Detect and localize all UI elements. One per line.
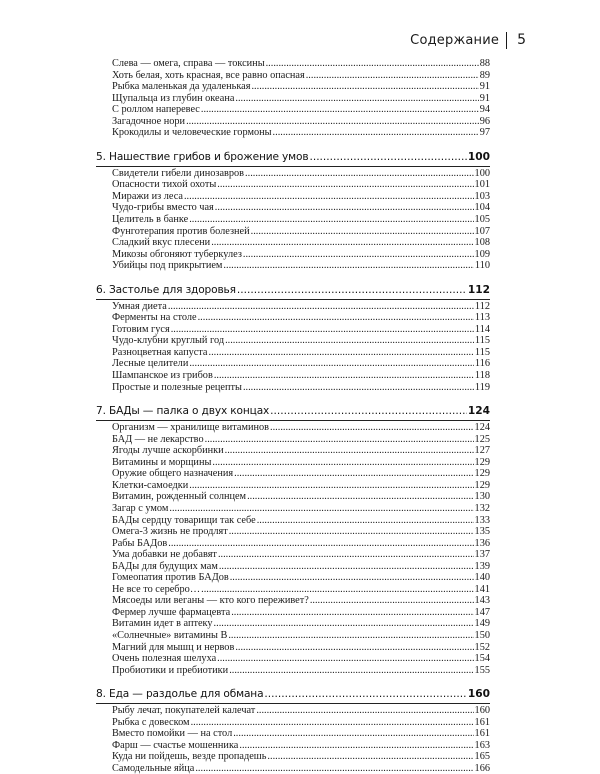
toc-entry-title: «Солнечные» витамины В <box>112 629 228 641</box>
toc-entry-page: 116 <box>474 358 490 370</box>
dot-leader <box>212 457 473 468</box>
toc-entry-page: 130 <box>474 491 490 503</box>
toc-entry-title: Целитель в банке <box>112 214 189 226</box>
toc-entry <box>96 653 490 665</box>
toc-entry-page: 115 <box>474 346 490 358</box>
dot-leader <box>209 347 474 358</box>
dot-leader <box>234 468 473 479</box>
toc-entry <box>96 572 490 584</box>
toc-entry <box>96 127 490 139</box>
dot-leader <box>247 491 473 502</box>
dot-leader <box>189 480 473 491</box>
toc-entry <box>96 58 490 70</box>
toc-entry-title: Чудо-клубни круглый год <box>112 335 225 347</box>
dot-leader <box>219 561 474 572</box>
toc-entry-page: 91 <box>479 92 490 104</box>
toc-entry-page: 133 <box>474 514 490 526</box>
toc-entry-page: 107 <box>474 225 490 237</box>
toc-entry-title: Сладкий вкус плесени <box>112 237 211 249</box>
toc-entry-title: Опасности тихой охоты <box>112 179 217 191</box>
dot-leader <box>270 422 474 433</box>
dot-leader <box>217 653 473 664</box>
toc-entry-title: Витамин, рожденный солнцем <box>112 491 247 503</box>
page-number: 5 <box>517 32 526 48</box>
toc-entry-title: 7. БАДы — палка о двух концах <box>96 405 270 418</box>
dot-leader <box>201 584 473 595</box>
dot-leader <box>189 214 473 225</box>
toc-entry-page: 129 <box>474 468 490 480</box>
toc-entry <box>96 584 490 596</box>
toc-entry <box>96 116 490 128</box>
toc-entry-title: Организм — хранилище витаминов <box>112 422 270 434</box>
toc-entry-page: 154 <box>474 653 490 665</box>
toc-entry-title: Витамины и морщины <box>112 456 212 468</box>
toc-entry <box>96 468 490 480</box>
toc-entry <box>96 491 490 503</box>
dot-leader <box>309 151 466 163</box>
toc-entry <box>96 630 490 642</box>
toc-entry-page: 129 <box>474 456 490 468</box>
toc-entry-page: 155 <box>474 664 490 676</box>
toc-entry-page: 119 <box>474 381 490 393</box>
toc-entry-title: Оружие общего назначения <box>112 468 234 480</box>
toc-entry-page: 152 <box>474 641 490 653</box>
toc-entry-page: 165 <box>474 751 490 763</box>
dot-leader <box>270 405 467 417</box>
dot-leader <box>251 226 474 237</box>
dot-leader <box>273 127 479 138</box>
toc-entry <box>96 301 490 313</box>
toc-entry-page: 100 <box>474 167 490 179</box>
dot-leader <box>169 503 473 514</box>
dot-leader <box>235 642 473 653</box>
dot-leader <box>229 665 473 676</box>
toc-entry-title: Слева — омега, справа — токсины <box>112 58 265 69</box>
toc-entry-page: 140 <box>474 572 490 584</box>
running-header <box>410 30 526 50</box>
toc-entry <box>96 445 490 457</box>
toc-entry-page: 114 <box>474 323 490 335</box>
toc-entry-title: Хоть белая, хоть красная, все равно опасная <box>112 69 305 81</box>
toc-entry-title: Свидетели гибели динозавров <box>112 167 245 179</box>
dot-leader <box>267 751 473 762</box>
toc-entry-title: Очень полезная шелуха <box>112 653 217 665</box>
toc-entry-page: 166 <box>474 762 490 774</box>
toc-entry-page: 125 <box>474 433 490 445</box>
dot-leader <box>201 104 479 115</box>
toc-chapter-heading <box>96 284 490 300</box>
toc-entry-title: Рыбу лечат, покупателей калечат <box>112 705 256 717</box>
dot-leader <box>243 382 474 393</box>
toc-entry <box>96 595 490 607</box>
toc-entry-page: 89 <box>479 69 490 81</box>
dot-leader <box>237 284 467 296</box>
toc-entry-page: 97 <box>479 127 490 139</box>
toc-entry <box>96 324 490 336</box>
toc-entry <box>96 226 490 238</box>
toc-entry <box>96 179 490 191</box>
toc-entry-page: 115 <box>474 335 490 347</box>
toc-entry <box>96 168 490 180</box>
dot-leader <box>225 335 474 346</box>
toc-entry-title: Шампанское из грибов <box>112 370 213 382</box>
toc-entry <box>96 312 490 324</box>
dot-leader <box>264 688 466 700</box>
toc-entry-title: Фунготерапия против болезней <box>112 225 250 237</box>
toc-entry <box>96 751 490 763</box>
toc-entry-page: 104 <box>474 202 490 214</box>
toc-entry <box>96 214 490 226</box>
toc-entry <box>96 665 490 677</box>
toc-entry-page: 100 <box>467 150 490 163</box>
dot-leader <box>211 237 473 248</box>
toc-entry <box>96 93 490 105</box>
dot-leader <box>189 358 474 369</box>
toc-entry <box>96 728 490 740</box>
toc-entry-title: БАДы для будущих мам <box>112 560 218 572</box>
toc-entry-title: БАД — не лекарство <box>112 433 204 445</box>
toc-entry-title: Ягоды лучше аскорбинки <box>112 445 224 457</box>
toc-entry-page: 110 <box>474 260 490 272</box>
toc-entry-title: С роллом наперевес <box>112 104 200 116</box>
toc-entry-page: 103 <box>474 190 490 202</box>
toc-entry-page: 91 <box>479 81 490 93</box>
toc-entry-title: Убийцы под прикрытием <box>112 260 223 272</box>
toc-entry-page: 132 <box>474 502 490 514</box>
dot-leader <box>229 526 474 537</box>
toc-entry-title: Гомеопатия против БАДов <box>112 572 229 584</box>
dot-leader <box>257 515 474 526</box>
toc-entry-title: Загар с умом <box>112 502 169 514</box>
toc-entry-title: Простые и полезные рецепты <box>112 381 242 393</box>
toc-entry-title: Миражи из леса <box>112 190 183 202</box>
toc-entry <box>96 81 490 93</box>
dot-leader <box>191 717 474 728</box>
dot-leader <box>217 179 473 190</box>
toc-entry <box>96 202 490 214</box>
toc-entry-title: Ума добавки не добавят <box>112 549 217 561</box>
toc-chapter-heading <box>96 688 490 704</box>
toc-entry-title: Мясоеды или веганы — кто кого переживет? <box>112 595 309 607</box>
toc-entry-page: 124 <box>467 405 490 418</box>
dot-leader <box>205 434 474 445</box>
dot-leader <box>184 191 474 202</box>
toc-entry <box>96 347 490 359</box>
dot-leader <box>266 58 479 69</box>
toc-entry-title: Рабы БАДов <box>112 537 168 549</box>
toc-entry <box>96 618 490 630</box>
toc-chapter-heading <box>96 405 490 421</box>
toc-entry-page: 150 <box>474 629 490 641</box>
toc-entry-page: 135 <box>474 526 490 538</box>
toc-entry-page: 137 <box>474 549 490 561</box>
toc-entry-title: Омега-3 жизнь не продлят <box>112 526 228 538</box>
running-header-title: Содержание <box>410 32 500 48</box>
dot-leader <box>218 549 474 560</box>
toc-entry <box>96 561 490 573</box>
toc-entry-title: Витамин идет в аптеку <box>112 618 213 630</box>
dot-leader <box>168 301 474 312</box>
toc-entry-title: Готовим гуся <box>112 323 170 335</box>
toc-entry-page: 147 <box>474 606 490 618</box>
toc-entry-title: Разноцветная капуста <box>112 346 208 358</box>
toc-entry-title: Рыбка маленькая да удаленькая <box>112 81 251 93</box>
toc-entry-title: Крокодилы и человеческие гормоны <box>112 127 272 139</box>
dot-leader <box>235 93 478 104</box>
toc-entry-title: Умная диета <box>112 300 167 312</box>
toc-entry-title: Фермер лучше фармацевта <box>112 606 231 618</box>
toc-entry <box>96 382 490 394</box>
toc-entry-page: 143 <box>474 595 490 607</box>
toc-entry <box>96 191 490 203</box>
dot-leader <box>231 607 473 618</box>
dot-leader <box>214 370 474 381</box>
toc-entry-title: Клетки-самоедки <box>112 479 189 491</box>
toc-entry-page: 94 <box>479 104 490 116</box>
header-separator <box>506 32 507 49</box>
toc-entry-page: 109 <box>474 248 490 260</box>
table-of-contents <box>96 58 490 774</box>
toc-entry-title: Загадочное нори <box>112 115 186 127</box>
toc-entry-title: 6. Застолье для здоровья <box>96 283 236 296</box>
dot-leader <box>251 81 478 92</box>
toc-entry-title: Чудо-грибы вместо чая <box>112 202 214 214</box>
toc-entry <box>96 717 490 729</box>
toc-entry <box>96 503 490 515</box>
toc-entry-page: 124 <box>474 422 490 434</box>
toc-entry-title: Куда ни пойдешь, везде пропадешь <box>112 751 267 763</box>
toc-entry <box>96 763 490 774</box>
toc-entry-title: Лесные целители <box>112 358 189 370</box>
toc-entry-title: 8. Еда — раздолье для обмана <box>96 688 264 701</box>
dot-leader <box>214 618 474 629</box>
toc-entry-title: Самодельные яйца <box>112 762 195 774</box>
toc-entry-page: 108 <box>474 237 490 249</box>
toc-entry-page: 112 <box>467 283 490 296</box>
dot-leader <box>230 572 474 583</box>
dot-leader <box>310 595 474 606</box>
toc-entry <box>96 260 490 272</box>
dot-leader <box>171 324 474 335</box>
dot-leader <box>243 249 474 260</box>
dot-leader <box>168 538 473 549</box>
toc-entry-page: 105 <box>474 214 490 226</box>
toc-entry-page: 160 <box>474 705 490 717</box>
toc-entry <box>96 457 490 469</box>
toc-entry <box>96 370 490 382</box>
toc-entry <box>96 335 490 347</box>
toc-entry <box>96 434 490 446</box>
toc-entry <box>96 607 490 619</box>
toc-entry-title: БАДы сердцу товарищи так себе <box>112 514 256 526</box>
toc-entry <box>96 237 490 249</box>
dot-leader <box>256 705 473 716</box>
toc-entry-page: 129 <box>474 479 490 491</box>
toc-entry <box>96 642 490 654</box>
dot-leader <box>186 116 479 127</box>
toc-entry <box>96 422 490 434</box>
toc-entry-title: Не все то серебро… <box>112 583 201 595</box>
toc-entry <box>96 515 490 527</box>
dot-leader <box>215 202 474 213</box>
toc-entry-title: Пробиотики и пребиотики <box>112 664 229 676</box>
toc-entry-title: Магний для мышц и нервов <box>112 641 235 653</box>
toc-entry-page: 88 <box>479 58 490 69</box>
toc-entry-page: 139 <box>474 560 490 572</box>
toc-entry <box>96 480 490 492</box>
toc-entry <box>96 70 490 82</box>
dot-leader <box>223 260 474 271</box>
toc-entry <box>96 705 490 717</box>
toc-entry-page: 149 <box>474 618 490 630</box>
toc-entry-page: 127 <box>474 445 490 457</box>
dot-leader <box>245 168 474 179</box>
toc-entry <box>96 538 490 550</box>
toc-entry-page: 161 <box>474 716 490 728</box>
toc-entry-title: Рыбка с довеском <box>112 716 190 728</box>
toc-chapter-heading <box>96 151 490 167</box>
toc-entry <box>96 358 490 370</box>
toc-entry-title: Вместо помойки — на стол <box>112 728 233 740</box>
toc-entry-page: 118 <box>474 370 490 382</box>
dot-leader <box>239 740 473 751</box>
toc-entry-page: 101 <box>474 179 490 191</box>
dot-leader <box>306 70 479 81</box>
dot-leader <box>198 312 474 323</box>
dot-leader <box>225 445 474 456</box>
toc-entry <box>96 526 490 538</box>
toc-entry-page: 161 <box>474 728 490 740</box>
toc-entry-title: Ферменты на столе <box>112 312 197 324</box>
toc-entry-page: 141 <box>474 583 490 595</box>
toc-entry-title: Фарш — счастье мошенника <box>112 739 239 751</box>
toc-entry <box>96 549 490 561</box>
toc-entry-page: 163 <box>474 739 490 751</box>
toc-entry-title: Щупальца из глубин океана <box>112 92 235 104</box>
toc-entry <box>96 104 490 116</box>
toc-entry-title: 5. Нашествие грибов и брожение умов <box>96 150 309 163</box>
toc-entry-page: 96 <box>479 115 490 127</box>
dot-leader <box>228 630 473 641</box>
toc-entry-page: 112 <box>474 300 490 312</box>
toc-entry-page: 113 <box>474 312 490 324</box>
toc-entry <box>96 249 490 261</box>
dot-leader <box>233 728 473 739</box>
toc-entry-page: 136 <box>474 537 490 549</box>
toc-entry-title: Микозы обгоняют туберкулез <box>112 248 242 260</box>
dot-leader <box>195 763 473 774</box>
toc-entry-page: 160 <box>467 688 490 701</box>
